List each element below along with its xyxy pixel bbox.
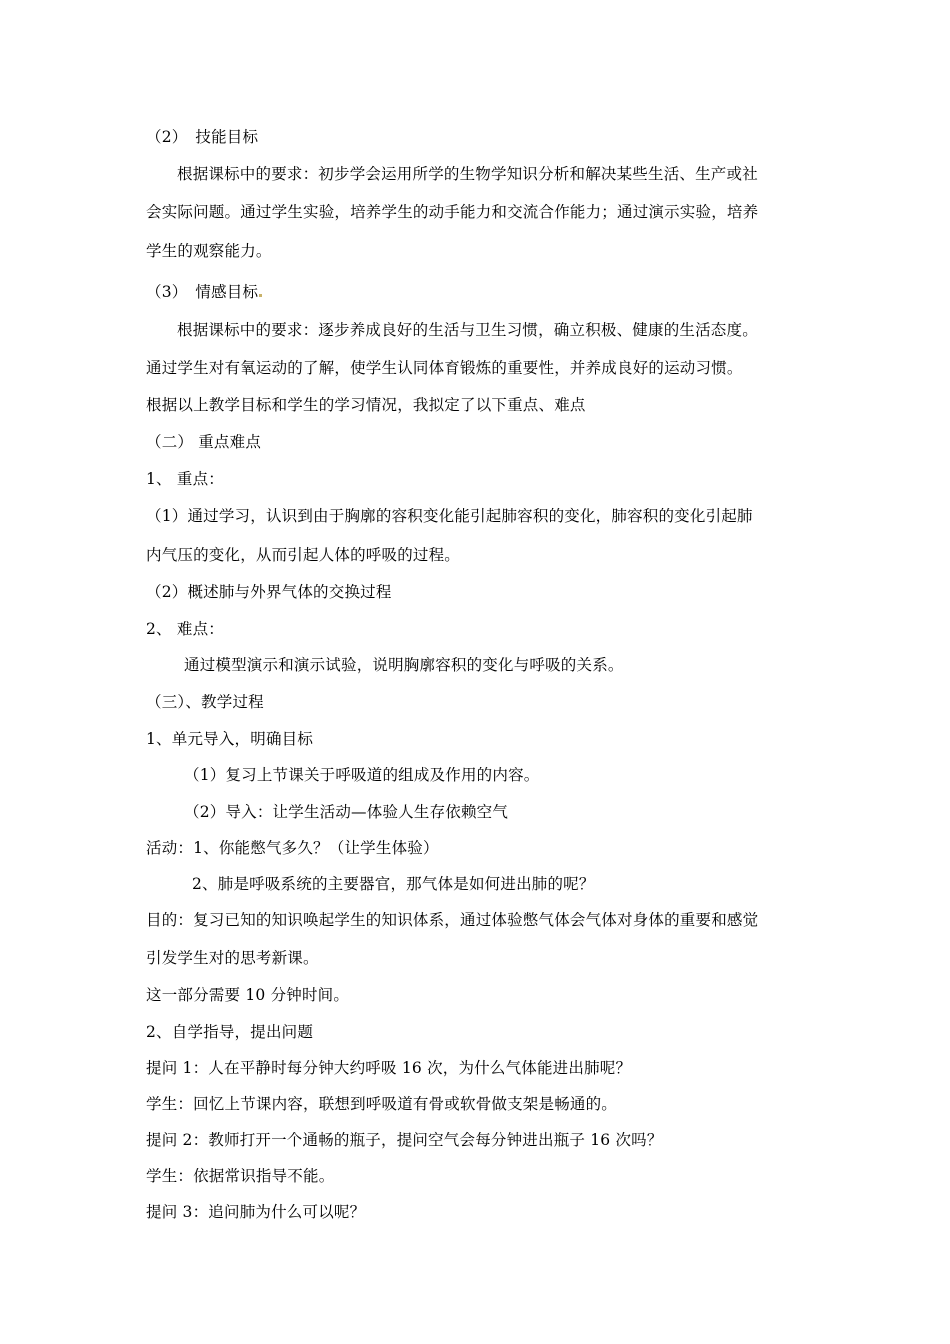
paragraph-line: 提问 2：教师打开一个通畅的瓶子，提问空气会每分钟进出瓶子 16 次吗？ bbox=[146, 1131, 663, 1149]
paragraph-line: 提问 3：追问肺为什么可以呢？ bbox=[146, 1203, 366, 1221]
paragraph-line: 提问 1：人在平静时每分钟大约呼吸 16 次，为什么气体能进出肺呢？ bbox=[146, 1059, 632, 1077]
paragraph-line: 学生的观察能力。 bbox=[146, 242, 272, 260]
paragraph-line: 引发学生对的思考新课。 bbox=[146, 949, 319, 967]
paragraph-line: （1）通过学习，认识到由于胸廓的容积变化能引起肺容积的变化，肺容积的变化引起肺 bbox=[146, 507, 753, 525]
paragraph-line: （2）导入：让学生活动—体验人生存依赖空气 bbox=[184, 803, 509, 821]
paragraph-line: 会实际问题。通过学生实验，培养学生的动手能力和交流合作能力；通过演示实验，培养 bbox=[146, 203, 759, 221]
heading-teaching-process: （三）、教学过程 bbox=[146, 693, 264, 711]
heading-emotion-goal: （3） 情感目标 bbox=[146, 282, 262, 302]
heading-difficulty: 2、 难点： bbox=[146, 620, 224, 638]
stray-mark bbox=[259, 294, 262, 297]
paragraph-line: 2、肺是呼吸系统的主要器官，那气体是如何进出肺的呢？ bbox=[192, 875, 595, 893]
paragraph-line: 1、单元导入，明确目标 bbox=[146, 730, 314, 748]
paragraph-line: 活动：1、你能憋气多久？（让学生体验） bbox=[146, 839, 439, 857]
paragraph-line: 通过模型演示和演示试验，说明胸廓容积的变化与呼吸的关系。 bbox=[184, 656, 624, 674]
heading-key: 1、 重点： bbox=[146, 470, 224, 488]
paragraph-line: 通过学生对有氧运动的了解，使学生认同体育锻炼的重要性，并养成良好的运动习惯。 bbox=[146, 359, 743, 377]
paragraph-line: 学生：回忆上节课内容，联想到呼吸道有骨或软骨做支架是畅通的。 bbox=[146, 1095, 618, 1113]
heading-skill-goal: （2） 技能目标 bbox=[146, 128, 259, 146]
heading-key-points: （二） 重点难点 bbox=[146, 433, 262, 451]
paragraph-line: 根据以上教学目标和学生的学习情况，我拟定了以下重点、难点 bbox=[146, 396, 586, 414]
paragraph-line: 2、自学指导，提出问题 bbox=[146, 1023, 314, 1041]
paragraph-line: （1）复习上节课关于呼吸道的组成及作用的内容。 bbox=[184, 766, 540, 784]
paragraph-line: 目的：复习已知的知识唤起学生的知识体系，通过体验憋气体会气体对身体的重要和感觉 bbox=[146, 911, 759, 929]
paragraph-line: 根据课标中的要求：逐步养成良好的生活与卫生习惯，确立积极、健康的生活态度。 bbox=[177, 321, 758, 339]
paragraph-line: 这一部分需要 10 分钟时间。 bbox=[146, 986, 350, 1004]
paragraph-line: 根据课标中的要求：初步学会运用所学的生物学知识分析和解决某些生活、生产或社 bbox=[177, 165, 758, 183]
paragraph-line: （2）概述肺与外界气体的交换过程 bbox=[146, 583, 392, 601]
paragraph-line: 内气压的变化，从而引起人体的呼吸的过程。 bbox=[146, 546, 461, 564]
paragraph-line: 学生：依据常识指导不能。 bbox=[146, 1167, 335, 1185]
